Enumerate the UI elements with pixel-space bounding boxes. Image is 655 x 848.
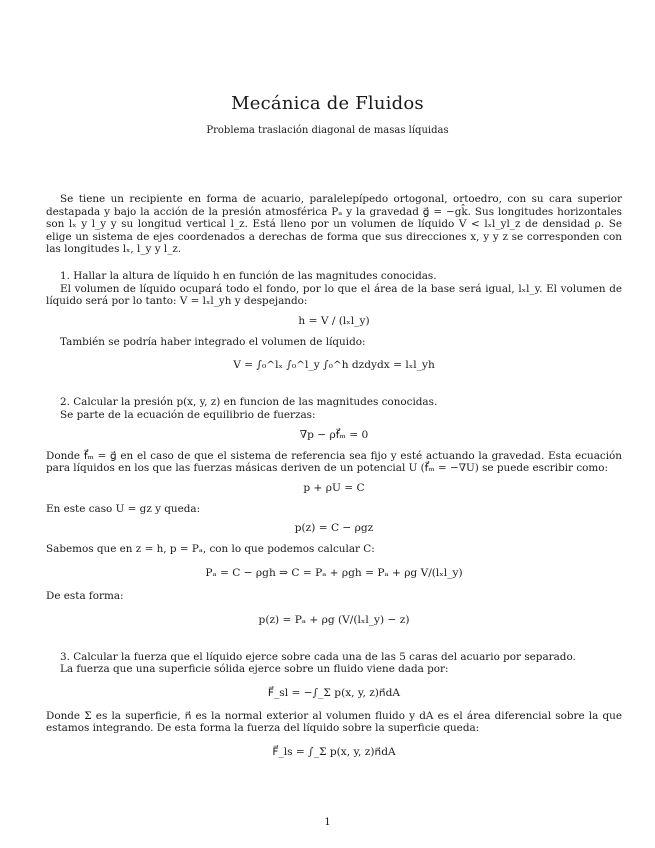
section-2-text-3: En este caso U = gz y queda: — [46, 502, 201, 515]
section-2-heading: 2. Calcular la presión p(x, y, z) en funcion de las magnitudes conocidas. — [60, 396, 438, 409]
section-3-text-2: Donde Σ es la superficie, n⃗ es la normal exterior al volumen fluido y dA es el área diferencial sobre la que estamos integrando. De esta forma la fuerza del líquido sobre la superficie queda: — [46, 709, 622, 735]
equation-equilibrium: ∇p − ρf⃗ₘ = 0 — [299, 428, 369, 441]
equation-constant-c: Pₐ = C − ρgh ⇒ C = Pₐ + ρgh = Pₐ + ρg V/(lₓl_y) — [205, 566, 463, 579]
document-subtitle: Problema traslación diagonal de masas líquidas — [206, 125, 449, 136]
section-1-text-2: También se podría haber integrado el volumen de líquido: — [60, 335, 366, 348]
section-2-text-1: Se parte de la ecuación de equilibrio de fuerzas: — [60, 408, 316, 421]
document-body — [46, 193, 622, 769]
equation-force-solid-liquid: F⃗_sl = −∫_Σ p(x, y, z)n⃗dA — [267, 686, 401, 699]
section-3-text-1: La fuerza que una superficie sólida ejerce sobre un fluido viene dada por: — [60, 663, 449, 676]
equation-pressure-c: p(z) = C − ρgz — [294, 522, 374, 535]
intro-paragraph: Se tiene un recipiente en forma de acuario, paralelepípedo ortogonal, ortoedro, con su cara superior destapada y bajo la acción de la presión atmosférica Pₐ y la gravedad g⃗ = −gk̂. Sus longitudes horizontales son lₓ y l_y y su longitud vertical l_z. Está lleno por un volumen de líquido V < lₓl_yl_z de densidad ρ. Se elige un sistema de ejes coordenados a derechas de forma que sus direcciones x, y y z se corresponden con las longitudes lₓ, l_y y l_z. — [46, 193, 622, 256]
document-title: Mecánica de Fluidos — [231, 93, 424, 114]
section-1-heading: 1. Hallar la altura de líquido h en función de las magnitudes conocidas. — [60, 269, 437, 282]
section-3-heading: 3. Calcular la fuerza que el líquido ejerce sobre cada una de las 5 caras del acuario por separado. — [60, 650, 576, 663]
equation-volume-integral: V = ∫₀^lₓ ∫₀^l_y ∫₀^h dzdydx = lₓl_yh — [233, 359, 435, 372]
section-1-text-1: El volumen de líquido ocupará todo el fondo, por lo que el área de la base será igual, lₓl_y. El volumen de líquido será por lo tanto: V = lₓl_yh y despejando: — [46, 282, 622, 308]
page-number: 1 — [324, 817, 331, 828]
equation-force-liquid-surface: F⃗_ls = ∫_Σ p(x, y, z)n⃗dA — [272, 745, 396, 758]
section-2-text-5: De esta forma: — [46, 589, 124, 602]
section-2-text-2: Donde f⃗ₘ = g⃗ en el caso de que el sistema de referencia sea fijo y esté actuando la gravedad. Esta ecuación para líquidos en los que las fuerzas másicas deriven de un potencial U (f⃗ₘ = −∇U) se puede escribir como: — [46, 449, 622, 475]
equation-h: h = V / (lₓl_y) — [298, 314, 370, 327]
equation-potential: p + ρU = C — [303, 481, 365, 494]
equation-pressure-final: p(z) = Pₐ + ρg (V/(lₓl_y) − z) — [258, 613, 410, 626]
section-2-text-4: Sabemos que en z = h, p = Pₐ, con lo que podemos calcular C: — [46, 543, 375, 556]
